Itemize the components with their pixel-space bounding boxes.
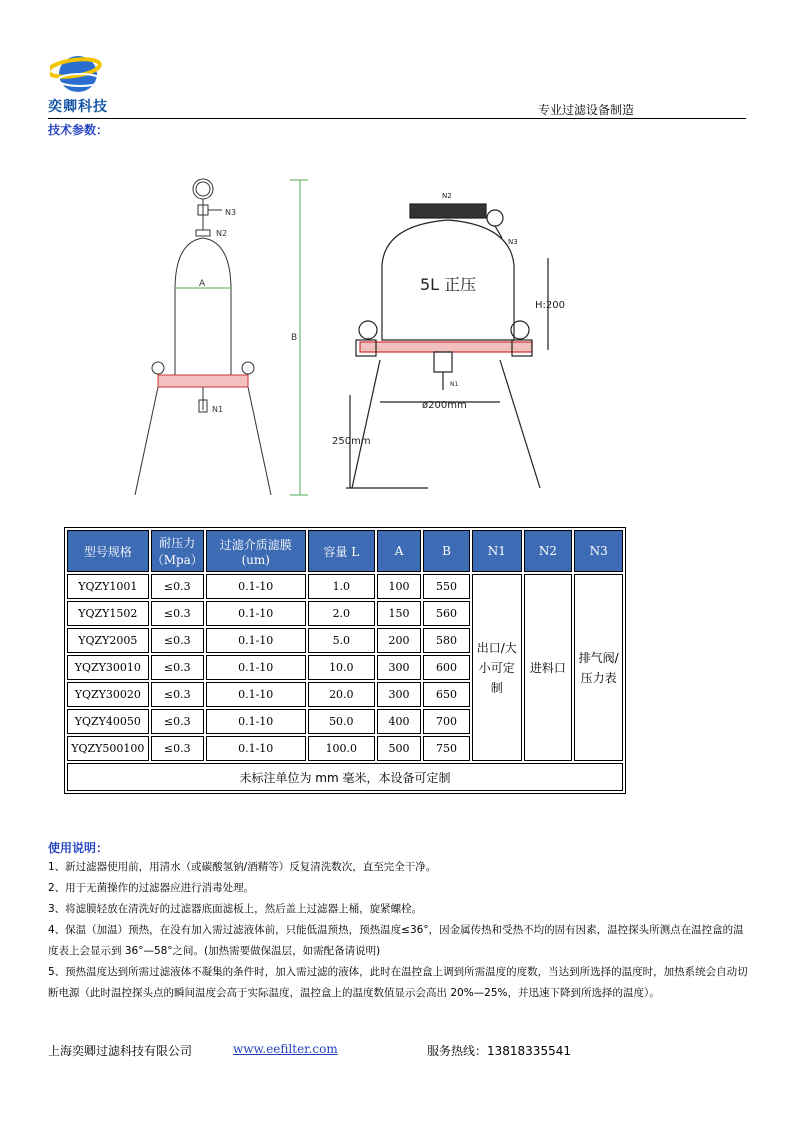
table-cell: 580 — [423, 628, 470, 653]
table-cell: ≤0.3 — [151, 601, 204, 626]
left-label-n1: N1 — [212, 405, 224, 414]
filter-drawing-right — [330, 190, 580, 495]
table-cell: 750 — [423, 736, 470, 761]
logo-text: 奕卿科技 — [48, 99, 108, 115]
usage-item: 3、将滤膜轻放在清洗好的过滤器底面滤板上，然后盖上过滤器上桶，旋紧螺栓。 — [48, 903, 423, 915]
th-membrane: 过滤介质滤膜(um) — [206, 530, 306, 572]
filter-drawing-left — [130, 170, 330, 505]
table-cell: 300 — [377, 682, 421, 707]
table-cell: 10.0 — [308, 655, 375, 680]
th-n3: N3 — [574, 530, 623, 572]
header-divider — [48, 118, 746, 119]
table-cell: 0.1-10 — [206, 574, 306, 599]
th-model: 型号规格 — [67, 530, 149, 572]
table-cell: ≤0.3 — [151, 655, 204, 680]
table-cell: 650 — [423, 682, 470, 707]
spec-table — [64, 527, 626, 794]
usage-list — [48, 857, 748, 1004]
table-note: 未标注单位为 mm 毫米，本设备可定制 — [67, 763, 623, 791]
usage-item: 1、新过滤器使用前，用清水（或碳酸氢钠/酒精等）反复清洗数次，直至完全干净。 — [48, 861, 437, 873]
tech-params-title: 技术参数： — [48, 123, 109, 137]
right-title: 5L 正压 — [420, 275, 477, 294]
table-cell: 1.0 — [308, 574, 375, 599]
table-cell: 200 — [377, 628, 421, 653]
company-logo — [50, 52, 110, 98]
table-cell: YQZY1502 — [67, 601, 149, 626]
table-cell: ≤0.3 — [151, 736, 204, 761]
cell-n2: 进料口 — [524, 574, 573, 761]
table-cell: 150 — [377, 601, 421, 626]
cell-n1: 出口/大小可定制 — [472, 574, 522, 761]
table-cell: 0.1-10 — [206, 628, 306, 653]
table-cell: 550 — [423, 574, 470, 599]
usage-item: 2、用于无菌操作的过滤器应进行消毒处理。 — [48, 882, 255, 894]
table-cell: 600 — [423, 655, 470, 680]
table-cell: 400 — [377, 709, 421, 734]
th-n2: N2 — [524, 530, 573, 572]
table-cell: 500 — [377, 736, 421, 761]
table-cell: YQZY2005 — [67, 628, 149, 653]
footer-website-link[interactable]: www.eefilter.com — [233, 1042, 338, 1056]
table-cell: 700 — [423, 709, 470, 734]
table-cell: YQZY500100 — [67, 736, 149, 761]
cell-n3: 排气阀/压力表 — [574, 574, 623, 761]
table-cell: 0.1-10 — [206, 736, 306, 761]
left-label-b: B — [291, 333, 298, 343]
table-header-row — [67, 530, 623, 572]
table-cell: YQZY40050 — [67, 709, 149, 734]
table-cell: 100.0 — [308, 736, 375, 761]
table-cell: 560 — [423, 601, 470, 626]
table-cell: 100 — [377, 574, 421, 599]
table-cell: 2.0 — [308, 601, 375, 626]
table-note-row — [67, 763, 623, 791]
table-cell: 50.0 — [308, 709, 375, 734]
right-label-n2: N2 — [442, 192, 452, 200]
table-cell: 0.1-10 — [206, 655, 306, 680]
left-label-n3: N3 — [225, 208, 237, 217]
table-cell: 5.0 — [308, 628, 375, 653]
right-label-height: H:200 — [535, 300, 565, 311]
th-n1: N1 — [472, 530, 522, 572]
table-cell: 0.1-10 — [206, 601, 306, 626]
table-cell: ≤0.3 — [151, 628, 204, 653]
usage-title: 使用说明： — [48, 841, 109, 855]
table-cell: 300 — [377, 655, 421, 680]
right-label-n3: N3 — [508, 238, 518, 246]
right-label-n1: N1 — [450, 381, 459, 388]
table-cell: 0.1-10 — [206, 682, 306, 707]
th-capacity: 容量 L — [308, 530, 375, 572]
table-row — [67, 574, 623, 599]
left-label-a: A — [199, 279, 206, 289]
table-cell: ≤0.3 — [151, 709, 204, 734]
right-label-leg: 250mm — [332, 436, 371, 447]
table-cell: YQZY30020 — [67, 682, 149, 707]
usage-item: 4、保温（加温）预热，在没有加入需过滤液体前，只能低温预热，预热温度≤36°，因金属传热和受热不均的固有因素，温控探头所测点在温控盒的温度表上会显示到 36°—58°之间。(加热需要做保温层，如需配备请说明) — [48, 924, 744, 957]
footer-company: 上海奕卿过滤科技有限公司 — [48, 1044, 193, 1058]
table-cell: YQZY30010 — [67, 655, 149, 680]
footer-hotline: 服务热线：13818335541 — [427, 1044, 571, 1058]
header-tagline: 专业过滤设备制造 — [538, 103, 635, 117]
table-cell: 20.0 — [308, 682, 375, 707]
table-cell: ≤0.3 — [151, 574, 204, 599]
table-cell: ≤0.3 — [151, 682, 204, 707]
right-label-diameter: ø200mm — [422, 400, 467, 411]
th-pressure: 耐压力（Mpa） — [151, 530, 204, 572]
table-cell: 0.1-10 — [206, 709, 306, 734]
footer-website-wrap — [233, 1042, 338, 1056]
usage-item: 5、预热温度达到所需过滤液体不凝集的条件时，加入需过滤的液体，此时在温控盒上调到所需温度的度数，当达到所选择的温度时，加热系统会自动切断电源（此时温控探头点的瞬间温度会高于实际温度，温控盒上的温度数值显示会高出 20%—25%，并迅速下降到所选择的温度）。 — [48, 966, 748, 999]
th-b: B — [423, 530, 470, 572]
th-a: A — [377, 530, 421, 572]
left-label-n2: N2 — [216, 229, 228, 238]
table-cell: YQZY1001 — [67, 574, 149, 599]
